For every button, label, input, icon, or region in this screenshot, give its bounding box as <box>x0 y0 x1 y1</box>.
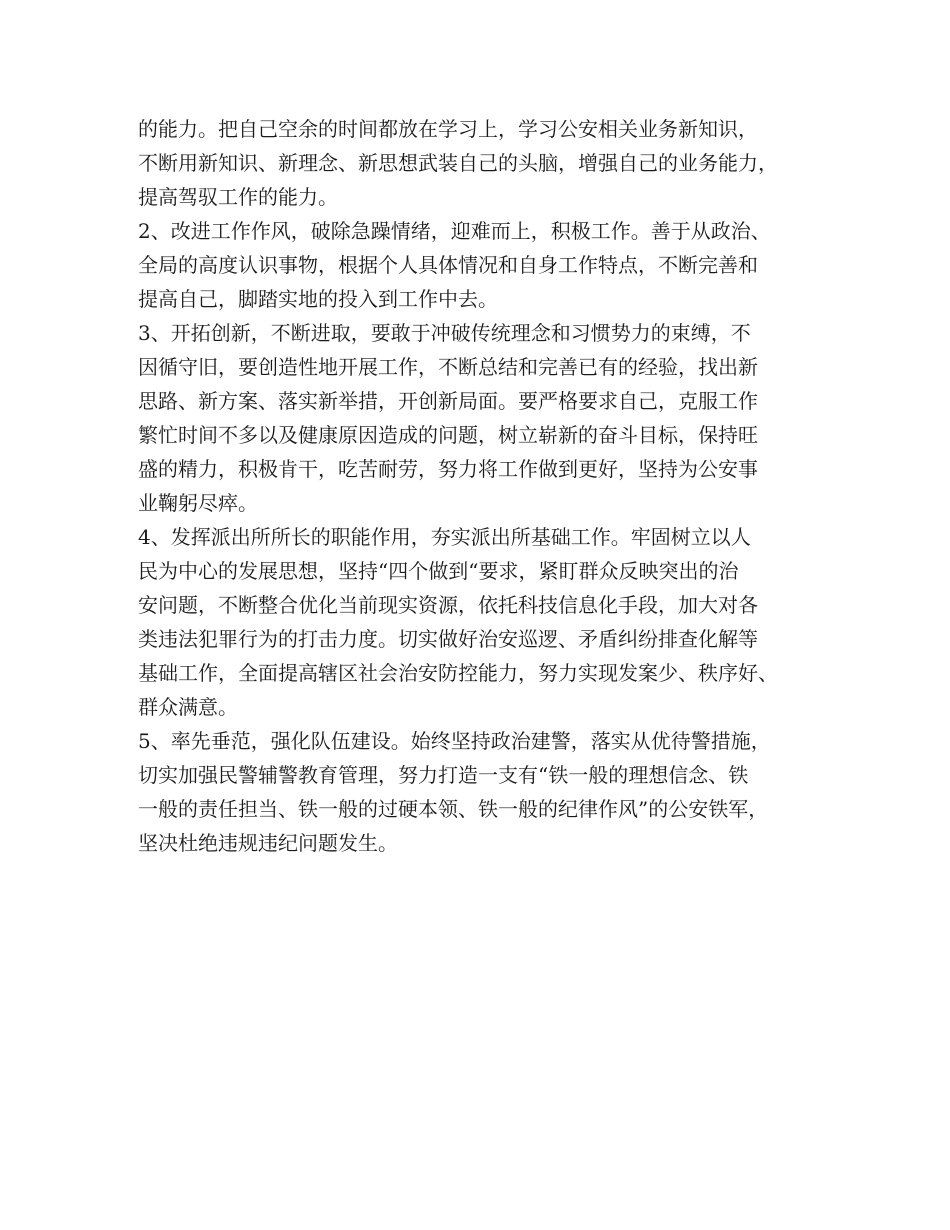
text-line: 思路、新方案、落实新举措，开创新局面。要严格要求自己，克服工作 <box>138 389 758 413</box>
document-body <box>138 112 828 860</box>
text-line: 业鞠躬尽瘁。 <box>138 491 258 515</box>
text-line: 群众满意。 <box>138 695 238 719</box>
text-line: 2、改进工作作风，破除急躁情绪，迎难而上，积极工作。善于从政治、 <box>138 219 771 243</box>
text-line: 安问题，不断整合优化当前现实资源，依托科技信息化手段，加大对各 <box>138 593 758 617</box>
text-line: 一般的责任担当、铁一般的过硬本领、铁一般的纪律作风”的公安铁军， <box>138 797 769 821</box>
text-line: 因循守旧，要创造性地开展工作，不断总结和完善已有的经验，找出新 <box>138 355 758 379</box>
text-line: 盛的精力，积极肯干，吃苦耐劳，努力将工作做到更好，坚持为公安事 <box>138 457 758 481</box>
text-line: 不断用新知识、新理念、新思想武装自己的头脑，增强自己的业务能力， <box>138 151 778 175</box>
text-line: 民为中心的发展思想，坚持“四个做到“要求，紧盯群众反映突出的治 <box>138 559 739 583</box>
text-line: 坚决杜绝违规违纪问题发生。 <box>138 831 398 855</box>
text-line: 3、开拓创新，不断进取，要敢于冲破传统理念和习惯势力的束缚，不 <box>138 321 751 345</box>
text-line: 4、发挥派出所所长的职能作用，夯实派出所基础工作。牢固树立以人 <box>138 525 751 549</box>
text-line: 5、率先垂范，强化队伍建设。始终坚持政治建警，落实从优待警措施， <box>138 729 771 753</box>
text-line: 切实加强民警辅警教育管理，努力打造一支有“铁一般的理想信念、铁 <box>138 763 749 787</box>
text-line: 提高驾驭工作的能力。 <box>138 185 338 209</box>
text-line: 全局的高度认识事物，根据个人具体情况和自身工作特点，不断完善和 <box>138 253 758 277</box>
text-line: 提高自己，脚踏实地的投入到工作中去。 <box>138 287 498 311</box>
text-line: 繁忙时间不多以及健康原因造成的问题，树立崭新的奋斗目标，保持旺 <box>138 423 758 447</box>
text-line: 类违法犯罪行为的打击力度。切实做好治安巡逻、矛盾纠纷排查化解等 <box>138 627 758 651</box>
text-line: 基础工作，全面提高辖区社会治安防控能力，努力实现发案少、秩序好、 <box>138 661 778 685</box>
text-line: 的能力。把自己空余的时间都放在学习上，学习公安相关业务新知识， <box>138 117 758 141</box>
